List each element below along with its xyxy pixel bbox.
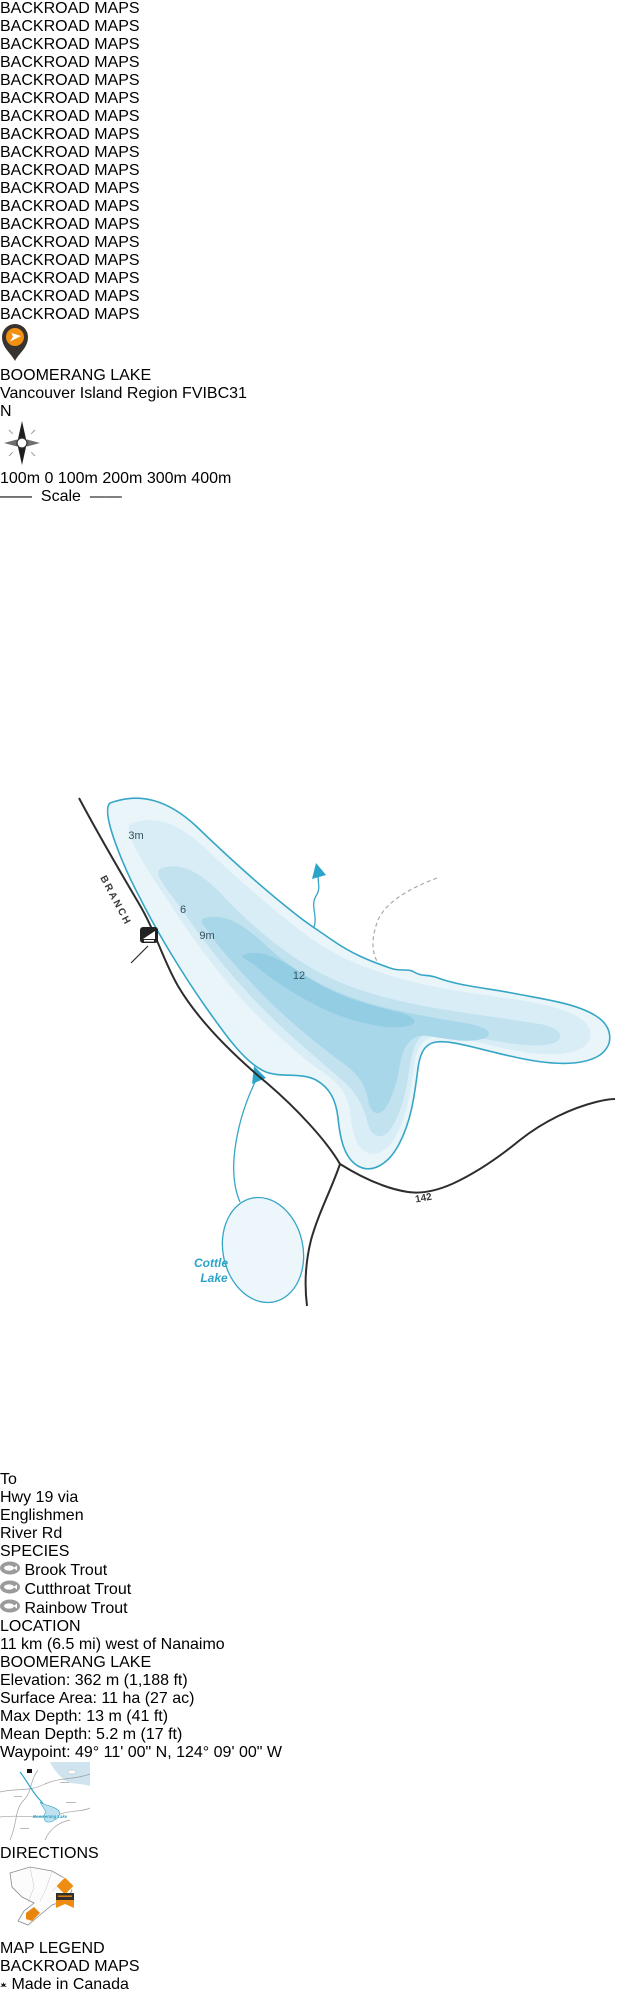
depth-label-12: 12 bbox=[292, 970, 306, 982]
brand-pin-icon bbox=[0, 324, 640, 367]
cottle-lake-label-line2: Lake bbox=[200, 1271, 228, 1285]
compass-north-label: N bbox=[0, 403, 12, 420]
page-subtitle: Vancouver Island Region FVIBC31 bbox=[0, 385, 247, 402]
watermark: BACKROAD MAPS bbox=[0, 162, 140, 179]
watermark: BACKROAD MAPS bbox=[0, 198, 140, 215]
depth-label-9m: 9m bbox=[199, 930, 215, 942]
species-name: Brook Trout bbox=[24, 1562, 108, 1579]
region-overview-map bbox=[0, 1863, 640, 1940]
watermark: BACKROAD MAPS bbox=[0, 0, 140, 17]
depth-label-6: 6 bbox=[179, 904, 187, 916]
cottle-lake bbox=[213, 1190, 313, 1310]
cottle-lake-label-line1: Cottle bbox=[194, 1256, 228, 1270]
fish-icon bbox=[0, 1599, 20, 1613]
watermark: BACKROAD MAPS bbox=[0, 216, 140, 233]
brand-name: BACKROAD MAPS bbox=[0, 1958, 140, 1975]
watermark: BACKROAD MAPS bbox=[0, 54, 140, 71]
watermark: BACKROAD MAPS bbox=[0, 36, 140, 53]
species-callout bbox=[0, 1543, 640, 1618]
watermark: BACKROAD MAPS bbox=[0, 234, 140, 251]
stat-waypoint: Waypoint: 49° 11' 00" N, 124° 09' 00" W bbox=[0, 1744, 282, 1761]
watermark: BACKROAD MAPS bbox=[0, 270, 140, 287]
page-title: BOOMERANG LAKE bbox=[0, 367, 152, 384]
directions-tab: DIRECTIONS bbox=[0, 1845, 99, 1862]
compass-rose-icon bbox=[0, 421, 640, 470]
maple-leaf-icon bbox=[0, 1982, 7, 1989]
species-row bbox=[0, 1580, 640, 1599]
watermark: BACKROAD MAPS bbox=[0, 144, 140, 161]
stat-max-depth: Max Depth: 13 m (41 ft) bbox=[0, 1708, 169, 1725]
location-title: LOCATION bbox=[0, 1618, 81, 1635]
lake-info-title: BOOMERANG LAKE bbox=[0, 1654, 152, 1671]
lake-map bbox=[0, 506, 640, 1466]
stat-mean-depth: Mean Depth: 5.2 m (17 ft) bbox=[0, 1726, 183, 1743]
lake-stats bbox=[0, 1672, 640, 1762]
watermark: BACKROAD MAPS bbox=[0, 72, 140, 89]
scale-caption: —— Scale —— bbox=[0, 488, 122, 505]
map-legend-title: MAP LEGEND bbox=[0, 1940, 105, 1957]
fish-icon bbox=[0, 1561, 20, 1575]
frame-bottom bbox=[0, 1994, 640, 2007]
outflow-stream bbox=[234, 1078, 257, 1202]
inflow-stream bbox=[314, 874, 319, 927]
location-text: 11 km (6.5 mi) west of Nanaimo bbox=[0, 1636, 225, 1653]
directions-inset-map bbox=[0, 1762, 640, 1845]
road-label-142: 142 bbox=[414, 1191, 433, 1206]
watermark: BACKROAD MAPS bbox=[0, 126, 140, 143]
inset-lake-label: Boomerang Lake bbox=[33, 1814, 67, 1819]
species-title: SPECIES bbox=[0, 1543, 70, 1560]
scale-labels: 100m 0 100m 200m 300m 400m bbox=[0, 470, 232, 487]
lake-info-block bbox=[0, 1654, 640, 1762]
boat-launch-connector bbox=[131, 946, 148, 963]
species-row bbox=[0, 1599, 640, 1618]
watermark: BACKROAD MAPS bbox=[0, 108, 140, 125]
inflow-arrow-icon bbox=[312, 863, 326, 879]
access-note: To Hwy 19 via Englishmen River Rd bbox=[0, 1471, 84, 1542]
species-row bbox=[0, 1561, 640, 1580]
road-label-branch: BRANCH bbox=[97, 873, 134, 928]
scale-bar bbox=[0, 470, 640, 506]
watermark: BACKROAD MAPS bbox=[0, 18, 140, 35]
species-name: Rainbow Trout bbox=[24, 1600, 128, 1617]
watermark: BACKROAD MAPS bbox=[0, 90, 140, 107]
boat-launch-icon bbox=[140, 927, 158, 943]
fish-icon bbox=[0, 1580, 20, 1594]
stat-surface-area: Surface Area: 11 ha (27 ac) bbox=[0, 1690, 195, 1707]
watermark-layer bbox=[0, 0, 640, 324]
stat-elevation: Elevation: 362 m (1,188 ft) bbox=[0, 1672, 188, 1689]
publisher-box bbox=[0, 1958, 640, 1994]
made-in-canada: Made in Canada bbox=[0, 1976, 129, 1993]
south-road bbox=[306, 1164, 340, 1306]
watermark: BACKROAD MAPS bbox=[0, 288, 140, 305]
species-name: Cutthroat Trout bbox=[24, 1581, 132, 1598]
watermark: BACKROAD MAPS bbox=[0, 306, 140, 323]
watermark: BACKROAD MAPS bbox=[0, 252, 140, 269]
location-block bbox=[0, 1618, 640, 1654]
depth-label-3m: 3m bbox=[128, 830, 144, 842]
watermark: BACKROAD MAPS bbox=[0, 180, 140, 197]
